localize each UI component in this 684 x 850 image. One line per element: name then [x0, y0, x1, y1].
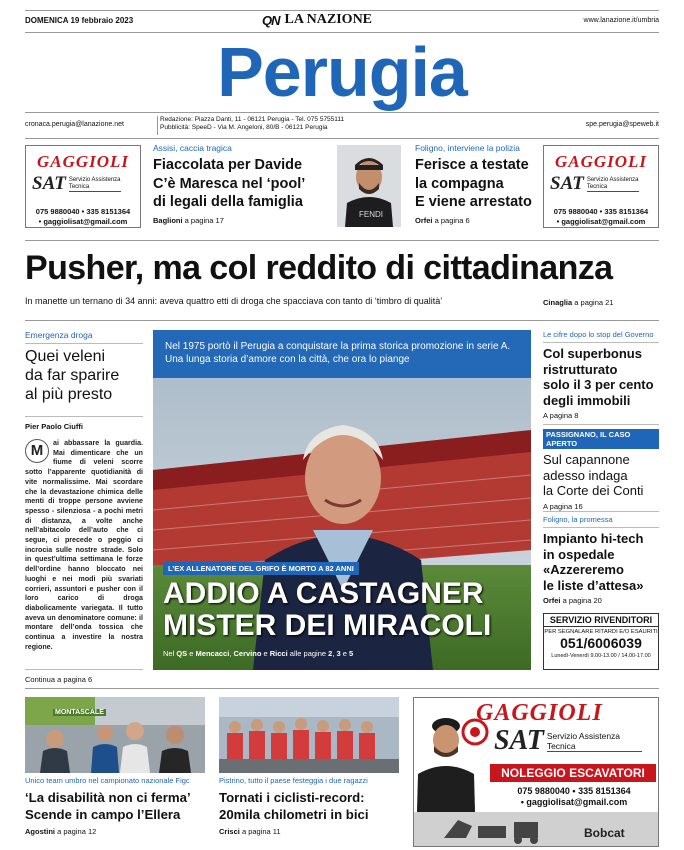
email-right[interactable]: spe.perugia@speweb.it — [585, 121, 659, 128]
bottom-photo-ellera: MONTASCALE — [25, 697, 205, 773]
cyclists-photo — [219, 697, 399, 773]
story-title: Fiaccolata per Davide C’è Maresca nel ‘pool’ di legali della famiglia — [153, 157, 306, 210]
person-illustration — [337, 145, 401, 227]
top-rule — [25, 10, 659, 11]
main-caption: Nel QS e Mencacci, Cervino e Ricci alle pagine 2, 3 e 5 — [163, 649, 354, 658]
main-story[interactable] — [153, 330, 531, 670]
ad-noleggio: NOLEGGIO ESCAVATORI — [490, 764, 656, 782]
ad-gaggioli-left[interactable]: GAGGIOLI SAT Servizio Assistenza Tecnica 075 9880040 • 335 8151364 • gaggiolisat@gmail.com — [25, 145, 141, 228]
qn-logo: QN — [262, 12, 280, 28]
servizio-phone: 051/6006039 — [560, 635, 642, 651]
paper-name: LA NAZIONE — [284, 12, 373, 27]
redazione-info: Redazione: Piazza Danti, 11 - 06121 Perugia - Tel. 075 5755111 Pubblicità: SpeeD - Via M. Angeloni, 80/B - 06121 Perugia — [160, 116, 345, 131]
side-passignano[interactable]: PASSIGNANO, IL CASO APERTO Sul capannone adesso indaga la Corte dei Conti A pagina 16 — [543, 429, 659, 511]
story-assisi[interactable]: Assisi, caccia tragica Fiaccolata per Davide C’è Maresca nel ‘pool’ di legali della famiglia Baglioni a pagina 17 — [153, 143, 333, 225]
main-headline[interactable]: Pusher, ma col reddito di cittadinanza — [25, 249, 613, 287]
story-title: Ferisce a testate la compagna E viene arrestato — [415, 157, 532, 210]
editorial-body: ai abbassare la guardia. Mai dimenticare che un fiume di veleni scorre sotto l’apparente quotidianità di vite normalissime. Mai scordare che la devastazione chimica delle menti di troppe persone avviene spesso - silenziosa - a pochi metri di distanza, a volte anche nell’abitacolo dell’auto che ci segue, ci precede o peggio ci incrocia sulle nostre strade. Solo in quest’ultima settimana le forze dell’ordine hanno bloccato nei luoghi e nei modi più svariati corrieri, assuntori e pusher con il loro carico di droga diabolicamente variegata. Il tutto aveva un denominatore comune: il montare dell’onda tossica che continua a investire la nostra regione. — [25, 439, 143, 651]
team-photo — [25, 697, 205, 773]
main-label: L’EX ALLENATORE DEL GRIFO È MORTO A 82 ANNI — [163, 562, 359, 575]
ad-gaggioli-right[interactable]: GAGGIOLI SAT Servizio Assistenza Tecnica 075 9880040 • 335 8151364 • gaggiolisat@gmail.com — [543, 145, 659, 228]
servizio-rivenditori[interactable]: SERVIZIO RIVENDITORI PER SEGNALARE RITARDI E/O ESAURITI 051/6006039 Lunedì-Venerdì 9.00-13.00 / 14.00-17.00 — [543, 613, 659, 670]
city-title: Perugia — [217, 33, 467, 111]
headline-ref: Cinaglia a pagina 21 — [543, 298, 614, 307]
ad-bobcat: Bobcat — [584, 826, 625, 840]
editorial[interactable]: Emergenza droga Quei veleni da far sparire al più presto Pier Paolo Ciuffi M ai abbassare la guardia. Mai dimenticare che un fiume di veleni scorre sotto l’apparente quotidianità di vite normalissime. Mai scordare che la devastazione chimica delle menti di troppe persone avviene spesso - silenziosa - a pochi metri di distanza, a volte anche nell’abitacolo dell’auto che ci segue, ci precede o peggio ci incrocia sulle nostre strade. Solo in quest’ultima settimana le forze dell’ordine hanno bloccato nei luoghi e nei modi più svariati corrieri, assuntori e pusher con il loro carico di droga diabolicamente variegata. Il tutto aveva un denominatore comune: il montare dell’onda tossica che continua a investire la nostra regione. Continua a pagina 6 — [25, 330, 143, 684]
bottom-photo-ciclisti — [219, 697, 399, 773]
svg-text:FENDI: FENDI — [359, 210, 383, 219]
story-foligno-polizia[interactable]: Foligno, interviene la polizia Ferisce a testate la compagna E viene arrestato Orfei a pagina 6 — [415, 143, 540, 225]
paper-logo — [262, 12, 372, 28]
dropcap: M — [25, 439, 49, 463]
side-superbonus[interactable]: Le cifre dopo lo stop del Governo Col superbonus ristrutturato solo il 3 per cento degli immobili A pagina 8 — [543, 330, 659, 420]
headline-sub: In manette un ternano di 34 anni: aveva quattro etti di droga che spacciava con tanto di ‘timbro di qualità’ — [25, 296, 443, 306]
main-intro: Nel 1975 portò il Perugia a conquistare la prima storica promozione in serie A. Una lunga storia d’amore con la città, che ora lo piange — [153, 330, 531, 378]
ad-gaggioli-big[interactable]: GAGGIOLI SAT Servizio Assistenza Tecnica NOLEGGIO ESCAVATORI 075 9880040 • 335 8151364 • gaggiolisat@gmail.com Bobcat — [413, 697, 659, 847]
masthead-bottom-rule — [25, 112, 659, 113]
story-ellera[interactable]: Unico team umbro nel campionato nazionale Figc ‘La disabilità non ci ferma’ Scende in campo l’Ellera Agostini a pagina 12 — [25, 776, 191, 836]
ad-sat: SAT — [32, 173, 66, 194]
site-url[interactable]: www.lanazione.it/umbria — [583, 17, 659, 24]
ad-brand: GAGGIOLI — [36, 152, 130, 171]
main-title: ADDIO A CASTAGNER MISTER DEI MIRACOLI — [163, 577, 492, 642]
email-left[interactable]: cronaca.perugia@lanazione.net — [25, 121, 124, 128]
portrait-photo — [337, 145, 401, 227]
side-ospedale[interactable]: Foligno, la promessa Impianto hi-tech in ospedale «Azzereremo le liste d’attesa» Orfei a pagina 20 — [543, 515, 659, 605]
story-ciclisti[interactable]: Pistrino, tutto il paese festeggia i due ragazzi Tornati i ciclisti-record: 20mila chilometri in bici Crisci a pagina 11 — [219, 776, 369, 836]
editorial-title: Quei veleni da far sparire al più presto — [25, 348, 120, 403]
editorial-continues[interactable]: Continua a pagina 6 — [25, 675, 93, 684]
issue-date: DOMENICA 19 febbraio 2023 — [25, 16, 134, 25]
editorial-author: Pier Paolo Ciuffi — [25, 422, 83, 431]
